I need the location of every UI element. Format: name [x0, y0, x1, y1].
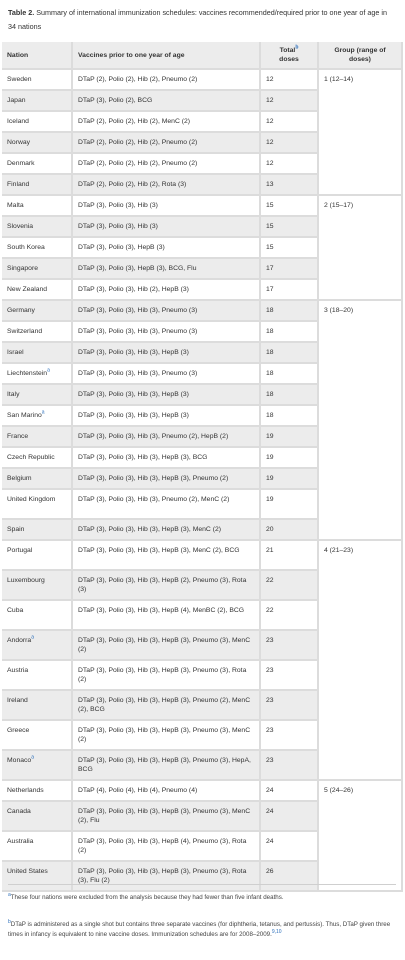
nation-footnote-link[interactable]: a	[31, 754, 34, 761]
cell-vaccines: DTaP (2), Polio (2), Hib (2), Pneumo (2)	[73, 133, 261, 154]
cell-total-doses: 24	[261, 781, 319, 802]
cell-total-doses: 24	[261, 832, 319, 862]
footnote-a-mark: a	[8, 891, 11, 898]
nation-name: Liechtenstein	[7, 370, 48, 377]
nation-name: Portugal	[7, 547, 33, 554]
table-row	[2, 541, 403, 571]
cell-vaccines: DTaP (3), Polio (3), Hib (3), HepB (3), Pneumo (3), MenC (2), Flu	[73, 802, 261, 832]
cell-total-doses: 12	[261, 133, 319, 154]
cell-total-doses: 23	[261, 631, 319, 661]
cell-vaccines: DTaP (3), Polio (3), Hib (3), HepB (4), MenBC (2), BCG	[73, 601, 261, 631]
nation-name: Australia	[7, 838, 34, 845]
cell-vaccines: DTaP (3), Polio (3), Hib (3), HepB (3), BCG	[73, 448, 261, 469]
nation-name: Singapore	[7, 265, 38, 272]
header-doses-label: doses	[279, 56, 299, 63]
cell-vaccines: DTaP (3), Polio (3), Hib (3), HepB (2), Pneumo (3), Rota (3)	[73, 571, 261, 601]
nation-name: Luxembourg	[7, 577, 45, 584]
nation-name: United Kingdom	[7, 496, 56, 503]
cell-vaccines: DTaP (2), Polio (2), Hib (2), Rota (3)	[73, 175, 261, 196]
cell-group: 5 (24–26)	[319, 781, 403, 892]
cell-group: 1 (12–14)	[319, 70, 403, 196]
footnote-a-text: These four nations were excluded from the analysis because they had fewer than five infant deaths.	[10, 894, 284, 901]
nation-footnote-link[interactable]: a	[41, 409, 45, 416]
cell-nation	[2, 364, 73, 385]
nation-name: Switzerland	[7, 328, 43, 335]
cell-nation	[2, 601, 73, 631]
header-total-footnote-link[interactable]: b	[295, 44, 299, 51]
nation-name: New Zealand	[7, 286, 48, 293]
cell-nation	[2, 406, 73, 427]
footnote-divider	[8, 884, 396, 885]
cell-nation	[2, 541, 73, 571]
cell-vaccines: DTaP (2), Polio (2), Hib (2), MenC (2)	[73, 112, 261, 133]
table-row	[2, 781, 403, 802]
header-nation: Nation	[2, 42, 73, 70]
cell-nation	[2, 259, 73, 280]
nation-footnote-link[interactable]: a	[47, 367, 50, 374]
footnote-b	[8, 920, 393, 940]
nation-name: Netherlands	[7, 787, 44, 794]
footnote-b-refs-link[interactable]: 9,10	[271, 928, 282, 935]
nation-name: San Marino	[7, 412, 42, 419]
cell-total-doses: 22	[261, 601, 319, 631]
cell-total-doses: 17	[261, 280, 319, 301]
cell-vaccines: DTaP (3), Polio (3), Hib (3), HepB (3)	[73, 406, 261, 427]
cell-nation	[2, 154, 73, 175]
cell-total-doses: 19	[261, 448, 319, 469]
cell-vaccines: DTaP (3), Polio (3), Hib (3), Pneumo (2), MenC (2)	[73, 490, 261, 520]
cell-total-doses: 23	[261, 751, 319, 781]
cell-vaccines: DTaP (3), Polio (3), Hib (3), Pneumo (3)	[73, 301, 261, 322]
cell-nation	[2, 112, 73, 133]
cell-vaccines: DTaP (3), Polio (3), Hib (3), HepB (3)	[73, 385, 261, 406]
cell-nation	[2, 217, 73, 238]
cell-nation	[2, 70, 73, 91]
cell-total-doses: 15	[261, 238, 319, 259]
cell-vaccines: DTaP (3), Polio (3), Hib (3), HepB (3), MenC (2)	[73, 520, 261, 541]
footnote-a	[8, 893, 393, 903]
nation-name: Spain	[7, 526, 25, 533]
cell-total-doses: 15	[261, 217, 319, 238]
cell-total-doses: 23	[261, 721, 319, 751]
cell-nation	[2, 469, 73, 490]
table-row	[2, 196, 403, 217]
cell-total-doses: 19	[261, 469, 319, 490]
table-caption-label: Table 2.	[8, 8, 35, 17]
nation-name: Sweden	[7, 76, 32, 83]
nation-name: Finland	[7, 181, 30, 188]
cell-vaccines: DTaP (3), Polio (3), Hib (3), Pneumo (3)	[73, 322, 261, 343]
cell-vaccines: DTaP (3), Polio (3), Hib (3)	[73, 196, 261, 217]
nation-name: South Korea	[7, 244, 45, 251]
cell-total-doses: 23	[261, 661, 319, 691]
cell-total-doses: 20	[261, 520, 319, 541]
cell-total-doses: 19	[261, 490, 319, 520]
cell-total-doses: 18	[261, 322, 319, 343]
cell-vaccines: DTaP (4), Polio (4), Hib (4), Pneumo (4)	[73, 781, 261, 802]
cell-total-doses: 18	[261, 385, 319, 406]
nation-footnote-link[interactable]: a	[31, 634, 34, 641]
nation-name: Norway	[7, 139, 31, 146]
cell-total-doses: 18	[261, 364, 319, 385]
cell-group: 3 (18–20)	[319, 301, 403, 541]
cell-vaccines: DTaP (3), Polio (3), Hib (3), HepB (4), Pneumo (3), Rota (2)	[73, 832, 261, 862]
cell-vaccines: DTaP (2), Polio (2), Hib (2), Pneumo (2)	[73, 154, 261, 175]
nation-name: Italy	[7, 391, 20, 398]
table-row	[2, 70, 403, 91]
cell-total-doses: 18	[261, 406, 319, 427]
cell-total-doses: 23	[261, 691, 319, 721]
cell-vaccines: DTaP (3), Polio (3), Hib (3), HepB (3), Pneumo (2)	[73, 469, 261, 490]
cell-vaccines: DTaP (3), Polio (3), Hib (3), Pneumo (2), HepB (2)	[73, 427, 261, 448]
cell-nation	[2, 832, 73, 862]
cell-total-doses: 18	[261, 343, 319, 364]
cell-nation	[2, 427, 73, 448]
nation-name: Denmark	[7, 160, 35, 167]
nation-name: France	[7, 433, 29, 440]
cell-total-doses: 12	[261, 70, 319, 91]
nation-name: United States	[7, 868, 48, 875]
nation-name: Israel	[7, 349, 24, 356]
cell-total-doses: 26	[261, 862, 319, 892]
cell-total-doses: 22	[261, 571, 319, 601]
nation-name: Ireland	[7, 697, 28, 704]
footnote-b-mark: b	[8, 918, 11, 925]
nation-name: Iceland	[7, 118, 29, 125]
cell-vaccines: DTaP (3), Polio (3), Hib (3), Pneumo (3)	[73, 364, 261, 385]
cell-group: 4 (21–23)	[319, 541, 403, 781]
cell-total-doses: 13	[261, 175, 319, 196]
cell-nation	[2, 385, 73, 406]
cell-vaccines: DTaP (3), Polio (3), Hib (3), HepB (3)	[73, 343, 261, 364]
cell-total-doses: 18	[261, 301, 319, 322]
table-caption-text: Summary of international immunization schedules: vaccines recommended/required prior to one year of age in 34 nations	[8, 8, 388, 31]
nation-name: Czech Republic	[7, 454, 55, 461]
cell-nation	[2, 280, 73, 301]
cell-nation	[2, 490, 73, 520]
cell-total-doses: 12	[261, 154, 319, 175]
cell-nation	[2, 862, 73, 892]
header-vaccines: Vaccines prior to one year of age	[73, 42, 261, 70]
nation-name: Germany	[7, 307, 35, 314]
cell-vaccines: DTaP (3), Polio (3), Hib (3), HepB (3), Pneumo (3), Rota (2)	[73, 661, 261, 691]
nation-name: Malta	[7, 202, 24, 209]
cell-nation	[2, 301, 73, 322]
immunization-table	[2, 42, 403, 892]
cell-total-doses: 12	[261, 112, 319, 133]
cell-vaccines: DTaP (3), Polio (3), Hib (3)	[73, 217, 261, 238]
cell-total-doses: 15	[261, 196, 319, 217]
cell-nation	[2, 721, 73, 751]
nation-name: Belgium	[7, 475, 32, 482]
cell-nation	[2, 802, 73, 832]
header-total-label: Total	[279, 47, 296, 54]
nation-name: Greece	[7, 727, 30, 734]
cell-nation	[2, 343, 73, 364]
footnote-b-text: DTaP is administered as a single shot but contains three separate vaccines (for diphtheria, tetanus, and pertussis). Thus, DTaP given three times in infancy is equivalent to nine vaccine doses. Immunization schedules are for 2008–2009.	[8, 921, 391, 938]
cell-vaccines: DTaP (3), Polio (3), Hib (3), HepB (3), Pneumo (3), HepA, BCG	[73, 751, 261, 781]
cell-nation	[2, 91, 73, 112]
header-group: Group (range of doses)	[319, 42, 403, 70]
cell-nation	[2, 781, 73, 802]
cell-group: 2 (15–17)	[319, 196, 403, 301]
nation-name: Monaco	[7, 757, 32, 764]
nation-name: Japan	[7, 97, 26, 104]
nation-name: Austria	[7, 667, 29, 674]
table-row	[2, 301, 403, 322]
cell-vaccines: DTaP (3), Polio (3), Hib (3), HepB (3), Pneumo (2), MenC (2), BCG	[73, 691, 261, 721]
table-body	[2, 70, 403, 892]
cell-total-doses: 21	[261, 541, 319, 571]
cell-total-doses: 24	[261, 802, 319, 832]
cell-nation	[2, 571, 73, 601]
cell-vaccines: DTaP (3), Polio (3), Hib (3), HepB (3), Pneumo (3), MenC (2)	[73, 721, 261, 751]
nation-name: Canada	[7, 808, 31, 815]
cell-nation	[2, 520, 73, 541]
cell-nation	[2, 175, 73, 196]
cell-nation	[2, 322, 73, 343]
cell-vaccines: DTaP (3), Polio (3), Hib (3), HepB (3), Pneumo (3), Rota (3), Flu (2)	[73, 862, 261, 892]
cell-nation	[2, 196, 73, 217]
cell-vaccines: DTaP (3), Polio (2), BCG	[73, 91, 261, 112]
cell-vaccines: DTaP (3), Polio (3), Hib (2), HepB (3)	[73, 280, 261, 301]
nation-name: Cuba	[7, 607, 24, 614]
cell-vaccines: DTaP (3), Polio (3), HepB (3)	[73, 238, 261, 259]
nation-name: Slovenia	[7, 223, 34, 230]
cell-vaccines: DTaP (3), Polio (3), Hib (3), HepB (3), MenC (2), BCG	[73, 541, 261, 571]
cell-nation	[2, 238, 73, 259]
table-caption	[8, 6, 396, 34]
cell-nation	[2, 631, 73, 661]
cell-nation	[2, 448, 73, 469]
header-total-doses	[261, 42, 319, 70]
cell-nation	[2, 691, 73, 721]
cell-total-doses: 17	[261, 259, 319, 280]
cell-nation	[2, 661, 73, 691]
cell-vaccines: DTaP (3), Polio (3), HepB (3), BCG, Flu	[73, 259, 261, 280]
cell-nation	[2, 751, 73, 781]
cell-nation	[2, 133, 73, 154]
cell-total-doses: 12	[261, 91, 319, 112]
table-header-row	[2, 42, 403, 70]
nation-name: Andorra	[7, 637, 32, 644]
cell-vaccines: DTaP (3), Polio (3), Hib (3), HepB (3), Pneumo (3), MenC (2)	[73, 631, 261, 661]
cell-vaccines: DTaP (2), Polio (2), Hib (2), Pneumo (2)	[73, 70, 261, 91]
cell-total-doses: 19	[261, 427, 319, 448]
